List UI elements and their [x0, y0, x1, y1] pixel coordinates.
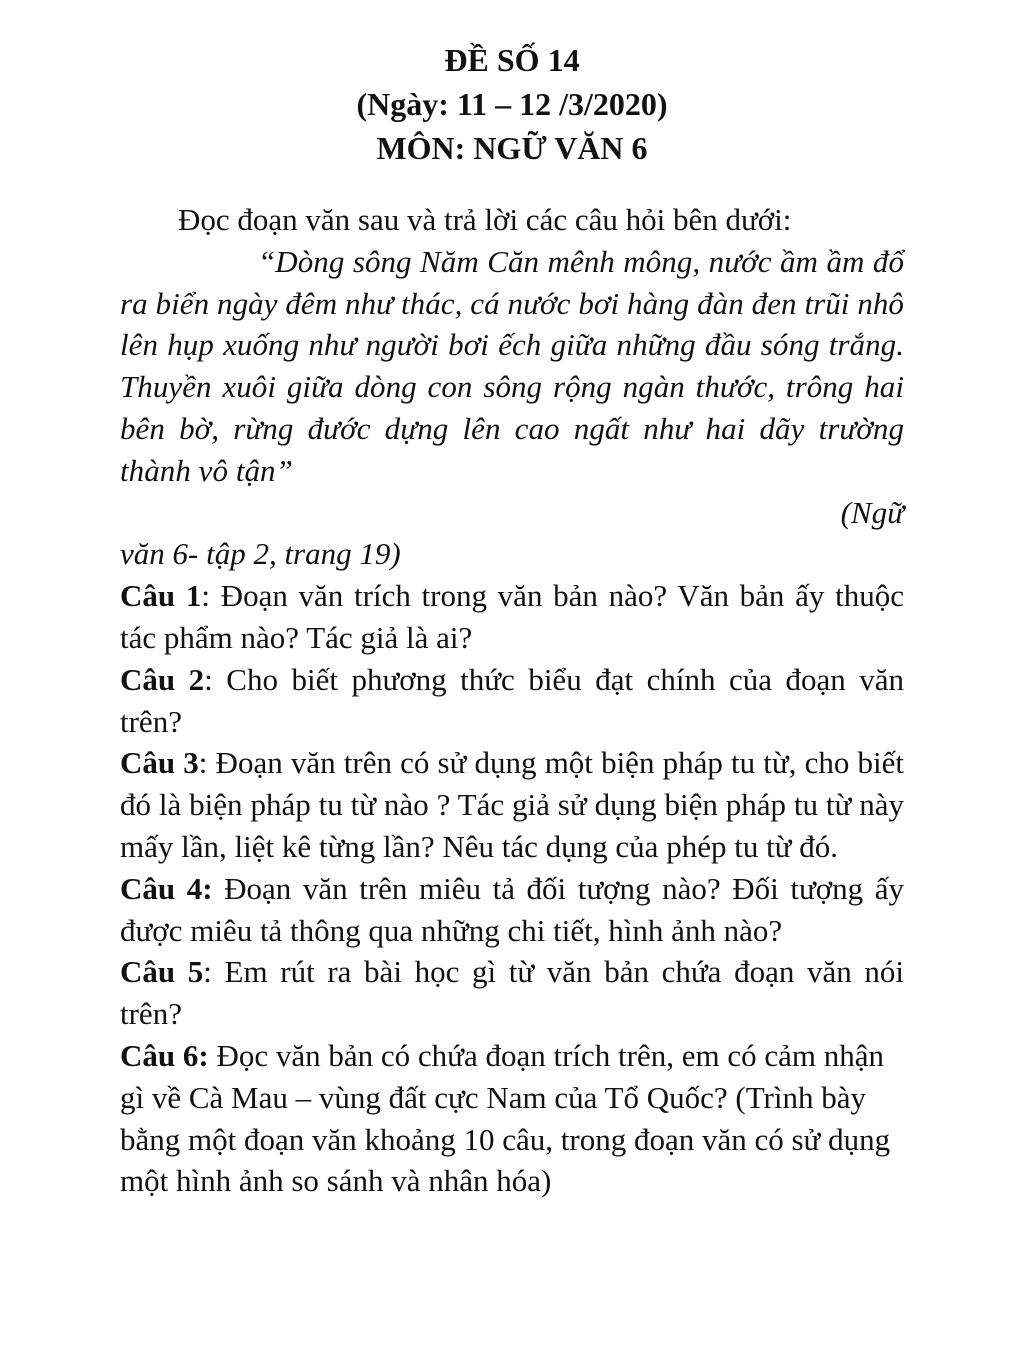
- question-label: Câu 1: [120, 578, 202, 614]
- question-6: [120, 1035, 904, 1202]
- question-2: [120, 659, 904, 743]
- question-separator: :: [201, 578, 210, 614]
- source-citation-end: văn 6- tập 2, trang 19): [120, 536, 401, 572]
- question-label: Câu 2: [120, 661, 205, 697]
- question-text: Đoạn văn trên có sử dụng một biện pháp tu từ, cho biết đó là biện pháp tu từ nào ? Tác giả sử dụng biện pháp tu từ này mấy lần, liệt kê từng lần? Nêu tác dụng của phép tu từ đó.: [120, 745, 904, 864]
- question-list: [120, 575, 904, 1202]
- question-1: [120, 575, 904, 659]
- source-citation-start: (Ngữ: [840, 494, 904, 530]
- question-4: [120, 868, 904, 952]
- question-5: [120, 951, 904, 1035]
- question-label: Câu 5: [120, 954, 204, 990]
- question-separator: :: [204, 661, 213, 697]
- exam-title: ĐỀ SỐ 14: [444, 42, 580, 78]
- question-label: Câu 6:: [120, 1037, 209, 1073]
- exam-subject: MÔN: NGỮ VĂN 6: [376, 130, 648, 166]
- question-3: [120, 742, 904, 867]
- exam-page: [120, 38, 904, 1202]
- question-text: Em rút ra bài học gì từ văn bản chứa đoạn văn nói trên?: [120, 954, 904, 1032]
- question-label: Câu 3: [120, 745, 199, 781]
- instruction-text: Đọc đoạn văn sau và trả lời các câu hỏi bên dưới:: [178, 202, 792, 237]
- question-text: Cho biết phương thức biểu đạt chính của đoạn văn trên?: [120, 661, 904, 739]
- question-text: Đọc văn bản có chứa đoạn trích trên, em có cảm nhận gì về Cà Mau – vùng đất cực Nam của Tổ Quốc? (Trình bày bằng một đoạn văn khoảng 10 câu, trong đoạn văn có sử dụng một hình ảnh so sánh và nhân hóa): [120, 1037, 891, 1199]
- question-label: Câu 4:: [120, 870, 213, 906]
- question-text: Đoạn văn trích trong văn bản nào? Văn bản ấy thuộc tác phẩm nào? Tác giả là ai?: [120, 578, 904, 655]
- exam-date: (Ngày: 11 – 12 /3/2020): [356, 86, 668, 122]
- question-separator: :: [198, 745, 208, 781]
- question-text: Đoạn văn trên miêu tả đối tượng nào? Đối tượng ấy được miêu tả thông qua những chi tiết, hình ảnh nào?: [120, 870, 904, 948]
- quoted-passage: “Dòng sông Năm Căn mênh mông, nước ầm ầm đổ ra biển ngày đêm như thác, cá nước bơi hàng đàn đen trũi nhô lên hụp xuống như người bơi ếch giữa những đầu sóng trắng. Thuyền xuôi giữa dòng con sông rộng ngàn thước, trông hai bên bờ, rừng đước dựng lên cao ngất như hai dãy trường thành vô tận”: [120, 243, 904, 488]
- question-separator: :: [203, 954, 212, 990]
- exam-header: [120, 38, 904, 170]
- header-gap: [120, 170, 904, 199]
